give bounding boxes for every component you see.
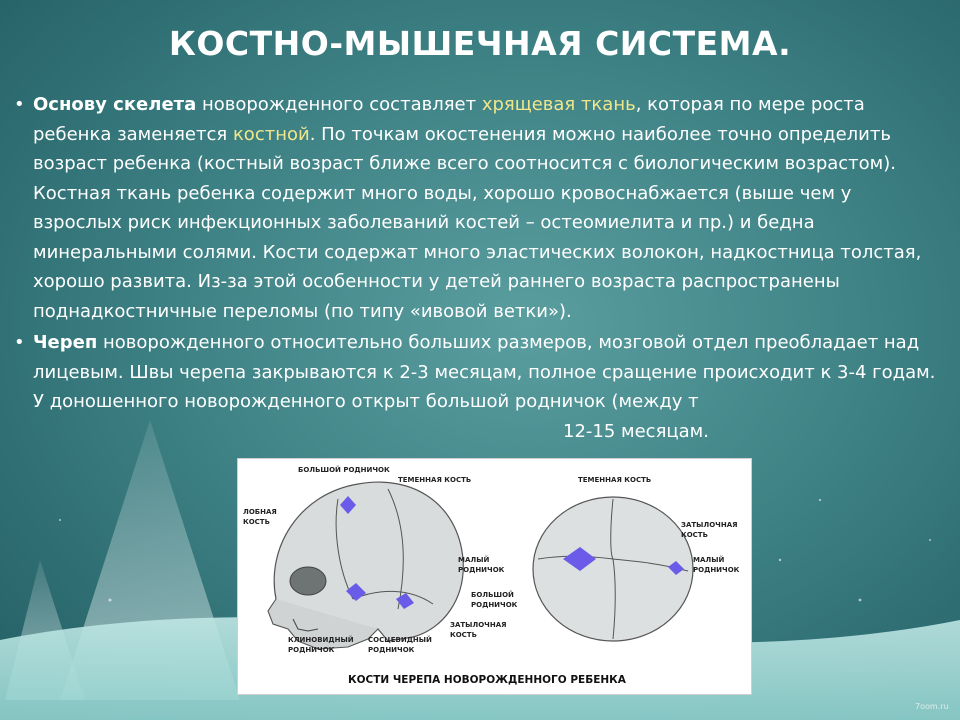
label-parietal-right: ТЕМЕННАЯ КОСТЬ [578,476,652,484]
text: новорожденного составляет [196,94,482,115]
label-occipital-right: КОСТЬ [681,531,708,539]
label-frontal: КОСТЬ [243,518,270,526]
label-parietal: ТЕМЕННАЯ КОСТЬ [398,476,472,484]
label-occipital: КОСТЬ [450,631,477,639]
text: новорожденного относительно больших размеров, мозговой отдел преобладает над лицевым. Швы черепа закрываются к 2-3 месяцам, полное сращение происходит к 3-4 годам. У доношенного новорожденного открыт большой родничок (между т [33,332,936,412]
label-small-fontanel-right: РОДНИЧОК [693,566,740,574]
label-occipital: ЗАТЫЛОЧНАЯ [450,621,507,629]
label-sphenoid: КЛИНОВИДНЫЙ [288,636,354,644]
bullet: • [14,94,25,115]
skull-side-view [268,482,463,649]
paragraph-skeleton [14,90,945,326]
highlight-cartilage: хрящевая ткань [481,94,636,115]
label-frontal: ЛОБНАЯ [243,508,277,516]
watermark: 7oom.ru [915,702,949,711]
label-occipital-right: ЗАТЫЛОЧНАЯ [681,521,738,529]
label-mastoid: РОДНИЧОК [368,646,415,654]
label-mastoid: СОСЦЕВИДНЫЙ [368,636,432,644]
figure-caption: КОСТИ ЧЕРЕПА НОВОРОЖДЕННОГО РЕБЕНКА [348,674,626,686]
label-big-fontanel-2: РОДНИЧОК [471,601,518,609]
label-small-fontanel-right: МАЛЫЙ [693,556,725,564]
skull-illustration [238,459,751,694]
label-big-fontanel-2: БОЛЬШОЙ [471,591,514,599]
slide-title: КОСТНО-МЫШЕЧНАЯ СИСТЕМА. [168,24,792,63]
label-sphenoid: РОДНИЧОК [288,646,335,654]
term-skull: Череп [33,332,98,353]
skull-top-view [533,497,693,641]
bullet: • [14,332,25,353]
paragraph-skull [14,328,945,446]
text: 12-15 месяцам. [563,420,709,442]
highlight-bone: костной [232,123,310,145]
text: . По точкам окостенения можно наиболее точно определить возраст ребенка (костный возраст ближе всего соотносится с биологическим возрастом). Костная ткань ребенка содержит много воды, хорошо кровоснабжается (выше чем у взрослых риск инфекционных заболеваний костей – остеомиелита и пр.) и бедна минеральными солями. Кости содержат много эластических волокон, надкостница толстая, хорошо развита. Из-за этой особенности у детей раннего возраста распространены поднадкостничные переломы (по типу «ивовой ветки»). [33,123,922,322]
text: , которая по мере роста ребенка заменяется [33,94,865,145]
skull-figure [237,458,752,695]
label-big-fontanel: БОЛЬШОЙ РОДНИЧОК [298,466,390,474]
slide-body [14,90,945,448]
label-small-fontanel: МАЛЫЙ [458,556,490,564]
label-small-fontanel: РОДНИЧОК [458,566,505,574]
term-skeleton: Основу скелета [33,94,197,115]
